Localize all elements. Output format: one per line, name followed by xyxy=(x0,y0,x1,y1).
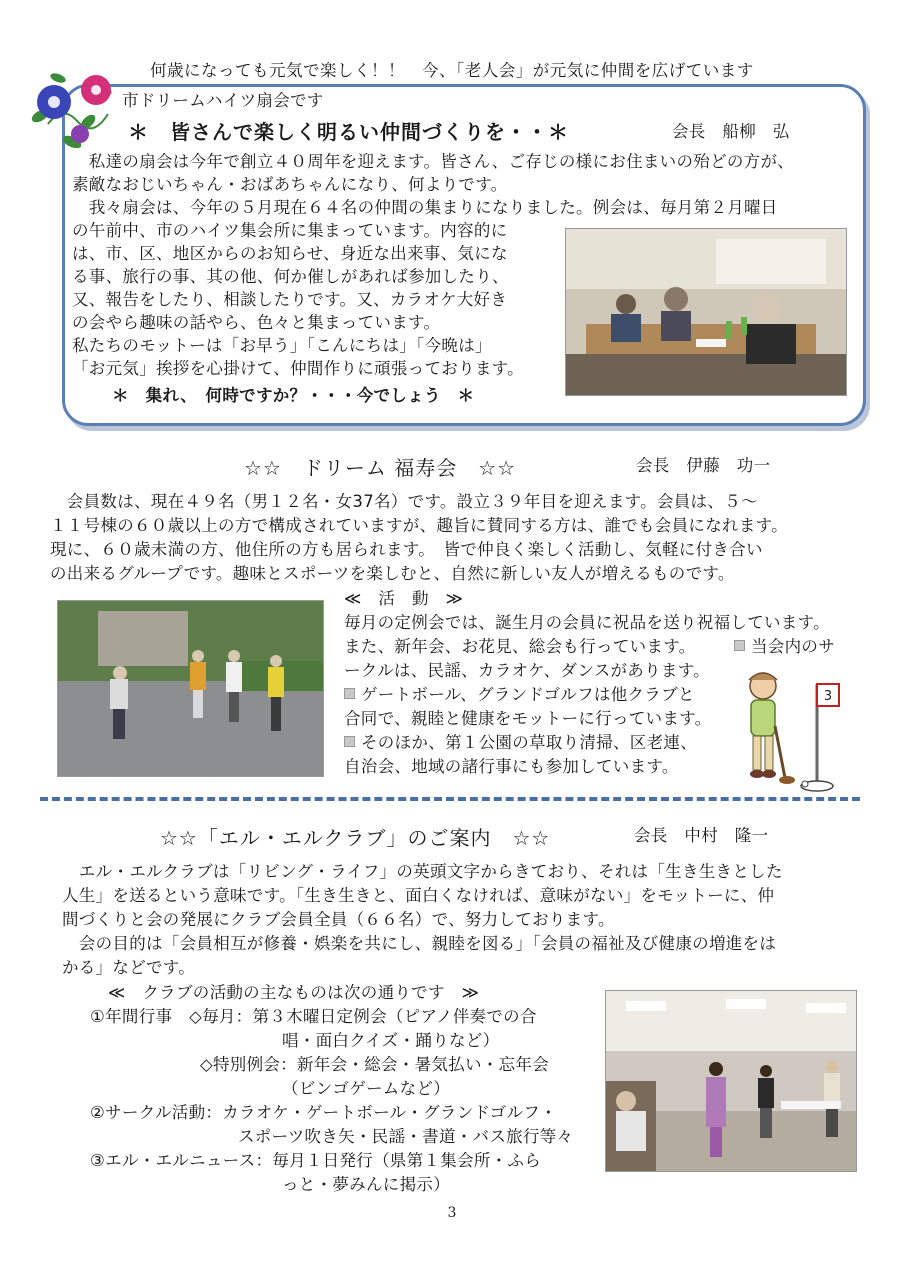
activities-item: ◇特別例会：新年会・総会・暑気払い・忘年会 xyxy=(200,1055,549,1074)
bullet-icon xyxy=(344,688,355,699)
section2-line: の出来るグループです。趣味とスポーツを楽しむと、自然に新しい友人が増えるものです。 xyxy=(50,564,735,583)
section3-line: 人生」を送るという意味です。「生き生きと、面白くなければ、意味がない」をモットーに、仲 xyxy=(62,886,775,905)
section1-line: る事、旅行の事、其の他、何か催しがあれば参加したり、 xyxy=(72,267,509,286)
section3-line: 間づくりと会の発展にクラブ会員全員（６６名）で、努力しております。 xyxy=(62,910,615,929)
activities-item: 唱・面白クイズ・踊りなど） xyxy=(282,1031,500,1050)
activity-line: ゲートボール、グランドゴルフは他クラブと xyxy=(344,684,695,706)
section1-line: 又、報告をしたり、相談したりです。又、カラオケ大好き xyxy=(72,290,508,309)
bullet-icon xyxy=(734,640,745,651)
page-number: 3 xyxy=(447,1205,457,1221)
section3-line: かる」などです。 xyxy=(62,958,196,977)
activities-item: ③エル・エルニュース：毎月１日発行（県第１集会所・ふら xyxy=(90,1151,542,1170)
section1-line: 「お元気」挨拶を心掛けて、仲間作りに頑張っております。 xyxy=(72,359,524,378)
section3-line: エル・エルクラブは「リビング・ライフ」の英頭文字からきており、それは「生き生きとした xyxy=(62,862,783,881)
section1-line: 私達の扇会は今年で創立４０周年を迎えます。皆さん、ご存じの様にお住まいの殆どの方が、 xyxy=(72,152,795,171)
section1-line: 素敵なおじいちゃん・おばあちゃんになり、何よりです。 xyxy=(72,175,508,194)
bullet-icon xyxy=(344,736,355,747)
club-name: 市ドリームハイツ扇会です xyxy=(122,91,324,110)
section1-line: の午前中、市のハイツ集会所に集まっています。内容的に xyxy=(72,221,508,240)
section2-chairman: 会長 伊藤 功一 xyxy=(636,456,771,475)
activity-line: また、新年会、お花見、総会も行っています。 xyxy=(344,637,696,656)
activity-line: 毎月の定例会では、誕生月の会員に祝品を送り祝福しています。 xyxy=(344,613,830,632)
section3-line: 会の目的は「会員相互が修養・娯楽を共にし、親睦を図る」「会員の福祉及び健康の増進をは xyxy=(62,934,777,953)
section3-chairman: 会長 中村 隆一 xyxy=(634,826,769,845)
activity-heading: ≪ 活 動 ≫ xyxy=(344,589,464,608)
activities-item: （ビンゴゲームなど） xyxy=(282,1079,450,1098)
section2-line: 会員数は、現在４９名（男１２名・女37名）です。設立３９年目を迎えます。会員は、５～ xyxy=(50,492,758,511)
section1-chairman: 会長 船柳 弘 xyxy=(672,122,790,141)
morning-glory-icon xyxy=(18,64,128,156)
flag-number: 3 xyxy=(823,689,833,704)
activity-line: 自治会、地域の諸行事にも参加しています。 xyxy=(344,757,679,776)
meeting-photo xyxy=(565,228,847,396)
activities-item: ①年間行事 ◇毎月：第３木曜日定例会（ピアノ伴奏での合 xyxy=(90,1007,537,1026)
dance-event-photo xyxy=(605,990,857,1172)
section2-line: １１号棟の６０歳以上の方で構成されていますが、趣旨に賛同する方は、誰でも会員になれます。 xyxy=(50,516,788,535)
section1-line: 我々扇会は、今年の５月現在６４名の仲間の集まりになりました。例会は、毎月第２月曜日 xyxy=(72,198,778,217)
section1-line: は、市、区、地区からのお知らせ、身近な出来事、気にな xyxy=(72,244,508,263)
section1-line: の会やら趣味の話やら、色々と集まっています。 xyxy=(72,313,441,332)
section2-line: 現に、６０歳未満の方、他住所の方も居られます。 皆で仲良く楽しく活動し、気軽に付き合い xyxy=(50,540,763,559)
activities-item: ②サークル活動：カラオケ・ゲートボール・グランドゴルフ・ xyxy=(90,1103,557,1122)
section1-closing: ＊ 集れ、 何時ですか？・・・今でしょう ＊ xyxy=(112,386,475,405)
activities-heading: ≪ クラブの活動の主なものは次の通りです ≫ xyxy=(108,983,480,1002)
golfer-illustration-icon xyxy=(735,666,845,796)
activities-item: っと・夢みんに掲示） xyxy=(282,1175,450,1194)
activity-line: 当会内のサ xyxy=(734,636,835,658)
section1-line: 私たちのモットーは「お早う」「こんにちは」「今晩は」 xyxy=(72,336,492,355)
activity-line: 合同で、親睦と健康をモットーに行っています。 xyxy=(344,709,712,728)
section2-title: ☆☆ ドリーム 福寿会 ☆☆ xyxy=(244,456,517,480)
activity-line: そのほか、第１公園の草取り清掃、区老連、 xyxy=(344,732,697,754)
gateball-photo xyxy=(57,600,324,777)
section3-title: ☆☆「エル・エルクラブ」のご案内 ☆☆ xyxy=(160,826,551,850)
section-divider xyxy=(40,797,860,801)
activity-line: ークルは、民謡、カラオケ、ダンスがあります。 xyxy=(344,661,710,680)
header-banner: 何歳になっても元気で楽しく！！ 今、「老人会」が元気に仲間を広げています xyxy=(150,61,754,80)
section1-title: ＊ 皆さんで楽しく明るい仲間づくりを・・＊ xyxy=(128,120,569,144)
activities-item: スポーツ吹き矢・民謡・書道・バス旅行等々 xyxy=(238,1127,574,1146)
